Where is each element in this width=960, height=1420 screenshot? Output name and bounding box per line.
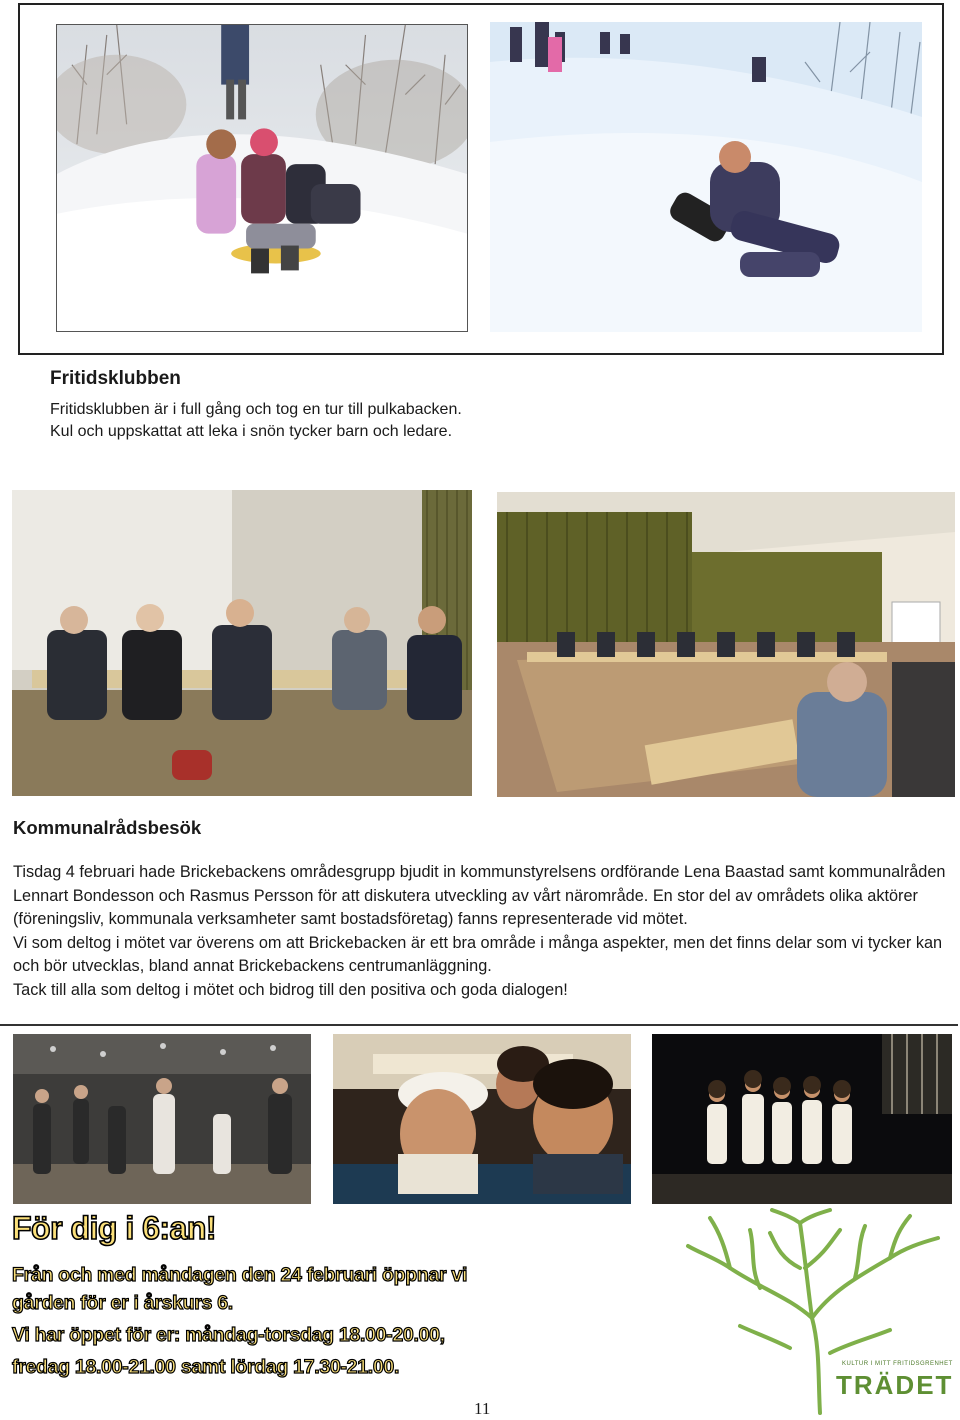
fritidsklubben-heading: Fritidsklubben [50,368,181,389]
snow-angel-photo [490,22,922,332]
logo-wordmark: TRÄDET [836,1370,954,1400]
kommunal-paragraph-1: Tisdag 4 februari hade Brickebackens områdesgrupp bjudit in kommunstyrelsens ordförande Lena Baastad samt kommunalråden Lennart Bondesson och Rasmus Persson för att diskutera utveckling av vårt närområde. En stor del av områdets olika aktörer (föreningsliv, kommunala verksamheter samt bostadsföretag) fanns representerade vid mötet. [13,863,946,929]
promo-line1: Från och med måndagen den 24 februari öppnar vi [12,1264,468,1286]
kommunal-paragraph-3: Tack till alla som deltog i mötet och bidrog till den positiva och goda dialogen! [13,980,568,999]
kommunal-heading: Kommunalrådsbesök [13,817,202,838]
dance-photo [13,1034,311,1204]
meeting-room-photo [497,492,955,797]
promo-line3: Vi har öppet för er: måndag-torsdag 18.00-20.00, [12,1324,445,1346]
fritidsklubben-line1: Fritidsklubben är i full gång och tog en tur till pulkabacken. [50,401,462,418]
fritidsklubben-line2: Kul och uppskattat att leka i snön tycker barn och ledare. [50,423,453,440]
meeting-photo-panel [12,490,472,796]
section-divider [0,1024,958,1026]
promo-title: För dig i 6:an! [12,1210,217,1246]
page-number: 11 [474,1399,491,1418]
kommunal-body [13,861,948,1003]
promo-line4: fredag 18.00-21.00 samt lördag 17.30-21.00. [12,1356,400,1378]
kommunal-paragraph-2: Vi som deltog i mötet var överens om att Brickebacken är ett bra område i många aspekter, men det finns delar som vi tycker kan och bör utvecklas, bland annat Brickebackens centrumanläggning. [13,933,943,976]
logo-tagline: KULTUR I MITT FRITIDSGRENHET [842,1361,953,1367]
sledding-photo [56,24,468,332]
teens-photo [333,1034,631,1204]
night-group-photo [652,1034,952,1204]
promo-line2: gården för er i årskurs 6. [12,1292,233,1314]
